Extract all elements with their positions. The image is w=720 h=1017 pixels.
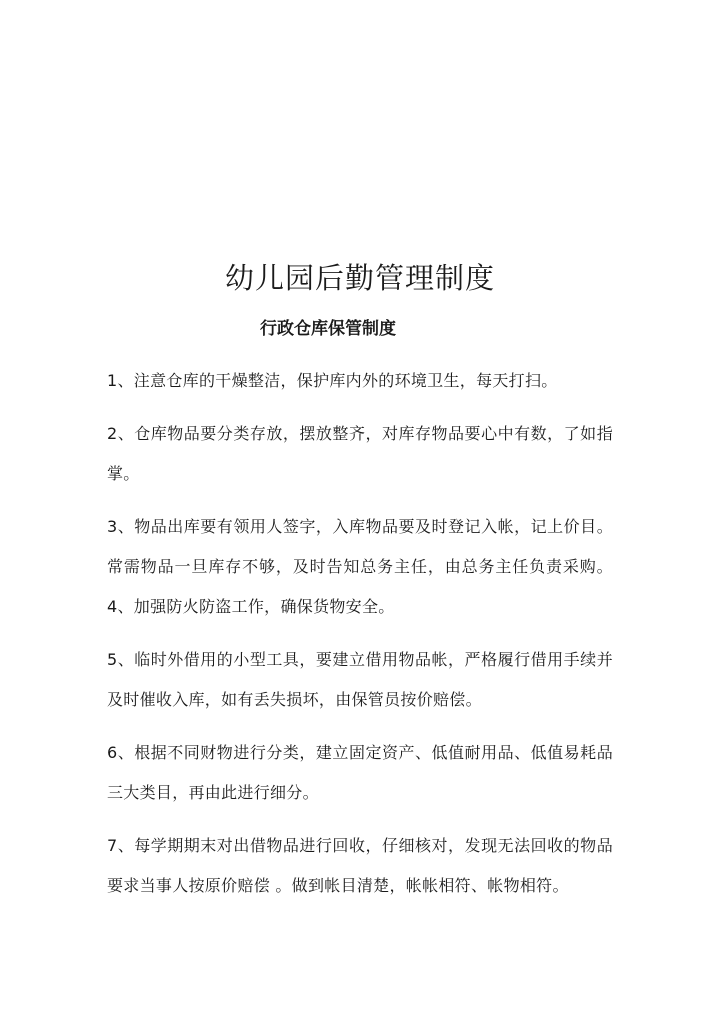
paragraph-2: 2、仓库物品要分类存放，摆放整齐，对库存物品要心中有数，了如指掌。 bbox=[107, 424, 613, 483]
paragraph-6: 6、根据不同财物进行分类，建立固定资产、低值耐用品、低值易耗品三大类目，再由此进行细分。 bbox=[107, 743, 613, 802]
paragraph-1: 1、注意仓库的干燥整洁，保护库内外的环境卫生，每天打扫。 bbox=[107, 371, 558, 390]
paragraph-3: 3、物品出库要有领用人签字，入库物品要及时登记入帐，记上价目。常需物品一旦库存不够，及时告知总务主任，由总务主任负责采购。 4、加强防火防盗工作，确保货物安全。 bbox=[107, 517, 613, 616]
paragraph-5: 5、临时外借用的小型工具，要建立借用物品帐，严格履行借用手续并及时催收入库，如有丢失损坏，由保管员按价赔偿。 bbox=[107, 650, 613, 709]
document-body bbox=[107, 361, 613, 919]
paragraph-7: 7、每学期期末对出借物品进行回收，仔细核对，发现无法回收的物品要求当事人按原价赔偿 。做到帐目清楚，帐帐相符、帐物相符。 bbox=[107, 836, 613, 895]
document-title: 幼儿园后勤管理制度 bbox=[224, 261, 495, 295]
document-subtitle: 行政仓库保管制度 bbox=[260, 319, 396, 339]
